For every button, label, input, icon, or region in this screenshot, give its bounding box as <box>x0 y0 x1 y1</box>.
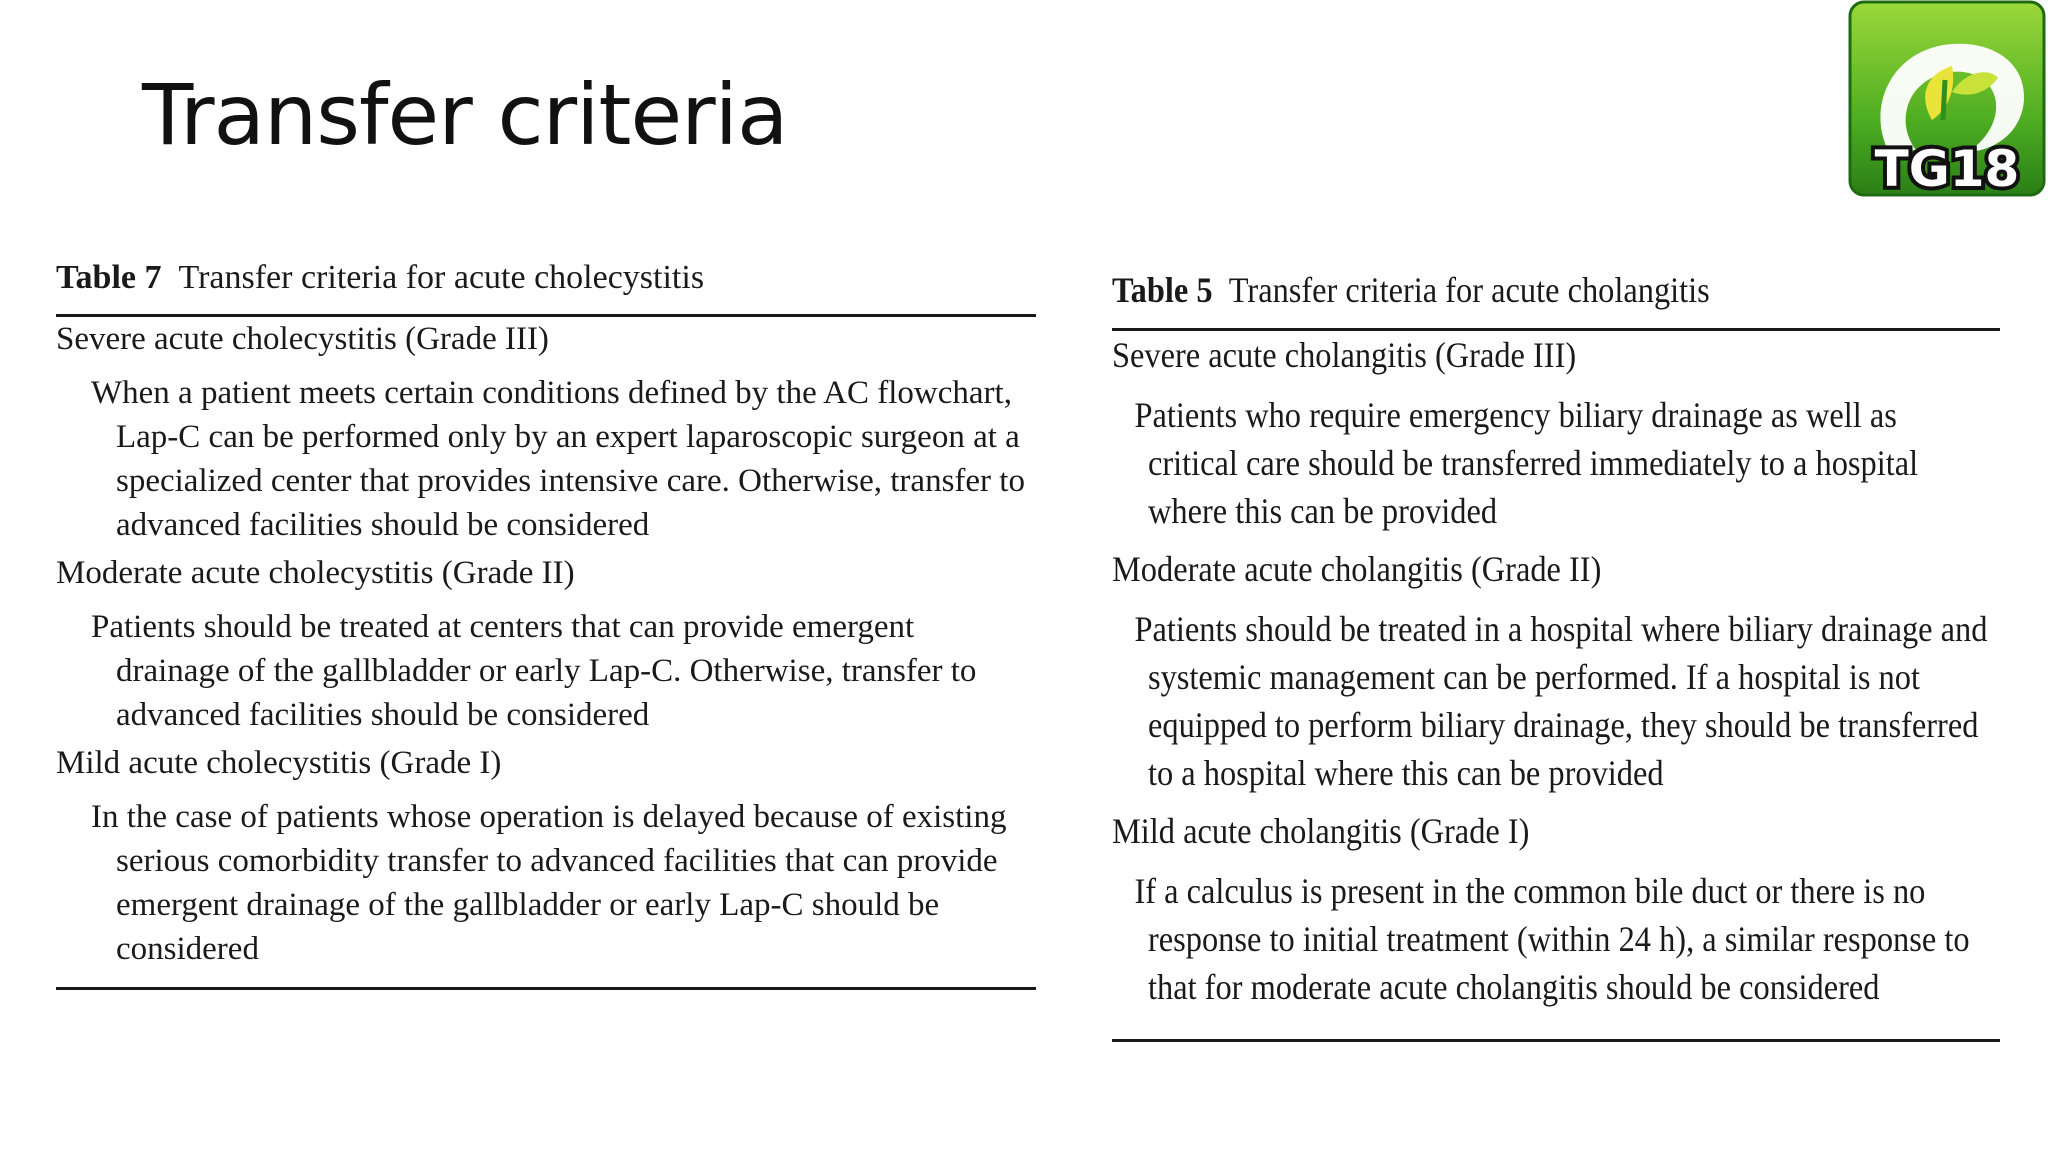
grade-description: In the case of patients whose operation is delayed because of existing serious comorbidity transfer to advanced facilities that can provide emergent drainage of the gallbladder or early Lap-C should be considered <box>91 799 1007 967</box>
table-bottom-rule <box>1112 1039 2000 1042</box>
table-bottom-rule <box>56 987 1036 990</box>
grade-section-moderate <box>1112 545 2000 807</box>
page-title: Transfer criteria <box>142 66 788 164</box>
table-caption <box>1112 268 1911 312</box>
grade-heading: Moderate acute cholecystitis (Grade II) <box>56 555 575 591</box>
grade-description: Patients should be treated at centers that can provide emergent drainage of the gallbladder or early Lap-C. Otherwise, transfer to advanced facilities should be considered <box>91 609 977 733</box>
grade-heading: Mild acute cholangitis (Grade I) <box>1112 811 1530 851</box>
grade-heading: Moderate acute cholangitis (Grade II) <box>1112 549 1602 589</box>
grade-section-severe <box>56 317 1036 551</box>
table-caption-text: Transfer criteria for acute cholecystitis <box>178 259 705 296</box>
tg18-logo-icon <box>1848 0 2046 197</box>
grade-description: If a calculus is present in the common bile duct or there is no response to initial treatment (within 24 h), a similar response to that for moderate acute cholangitis should be considered <box>1134 871 1970 1007</box>
svg-text:TG18: TG18 <box>1874 140 2020 197</box>
grade-section-mild <box>56 741 1036 975</box>
table-cholecystitis <box>56 256 1036 990</box>
grade-section-severe <box>1112 331 2000 545</box>
table-caption-text: Transfer criteria for acute cholangitis <box>1228 270 1710 310</box>
logo-text <box>1875 140 2020 197</box>
grade-description: When a patient meets certain conditions defined by the AC flowchart, Lap-C can be performed only by an expert laparoscopic surgeon at a specialized center that provides intensive care. Otherwise, transfer to advanced facilities should be considered <box>91 375 1025 543</box>
grade-section-mild <box>1112 807 2000 1021</box>
table-caption <box>56 256 1036 300</box>
table-caption-label: Table 5 <box>1112 270 1213 310</box>
grade-heading: Severe acute cholecystitis (Grade III) <box>56 321 549 357</box>
grade-heading: Mild acute cholecystitis (Grade I) <box>56 745 502 781</box>
table-caption-label: Table 7 <box>56 259 162 296</box>
grade-heading: Severe acute cholangitis (Grade III) <box>1112 335 1577 375</box>
table-cholangitis <box>1112 268 2000 1042</box>
grade-section-moderate <box>56 551 1036 741</box>
grade-description: Patients who require emergency biliary drainage as well as critical care should be transferred immediately to a hospital where this can be provided <box>1134 395 1919 531</box>
grade-description: Patients should be treated in a hospital where biliary drainage and systemic management can be performed. If a hospital is not equipped to perform biliary drainage, they should be transferred to a hospital where this can be provided <box>1134 609 1988 793</box>
